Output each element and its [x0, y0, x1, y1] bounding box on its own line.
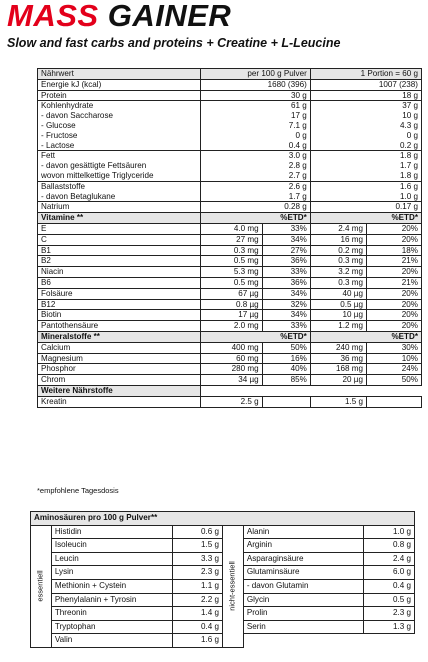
value-per100: 17 g — [200, 111, 310, 121]
amino-value: 1.5 g — [172, 539, 222, 553]
amino-value: 1.0 g — [364, 525, 415, 539]
etd-per100: 34% — [262, 234, 310, 245]
value-portion: 4.3 g — [310, 121, 421, 131]
nutrient-label: Kreatin — [38, 396, 201, 407]
etd-portion: 21% — [366, 256, 421, 267]
nutrient-label: - davon Saccharose — [38, 111, 201, 121]
table-row — [38, 90, 422, 101]
amino-label: Glutaminsäure — [243, 566, 364, 580]
value-per100: 0.4 g — [200, 141, 310, 151]
col-per100-header: per 100 g Pulver — [200, 69, 310, 80]
value-per100: 7.1 g — [200, 121, 310, 131]
etd-per100: 16% — [262, 353, 310, 364]
table-row — [38, 171, 422, 181]
value-portion: 1.8 g — [310, 151, 421, 161]
amino-value: 1.4 g — [172, 607, 222, 621]
amino-value: 0.5 g — [364, 593, 415, 607]
table-row — [38, 364, 422, 375]
nutrient-label: Protein — [38, 90, 201, 101]
value-portion: 1.7 g — [310, 161, 421, 171]
table-row — [38, 396, 422, 407]
value-portion: 1.0 g — [310, 192, 421, 202]
amino-header-row — [31, 512, 415, 526]
amino-label: Phenylalanin + Tyrosin — [51, 593, 172, 607]
etd-portion: 10% — [366, 353, 421, 364]
nutrient-label: B1 — [38, 245, 201, 256]
etd-portion: 30% — [366, 342, 421, 353]
etd-header: %ETD* — [200, 331, 310, 342]
value-per100: 30 g — [200, 90, 310, 101]
etd-portion: 20% — [366, 299, 421, 310]
amino-value: 2.4 g — [364, 552, 415, 566]
etd-per100: 40% — [262, 364, 310, 375]
value-per100: 1.7 g — [200, 192, 310, 202]
value-per100: 0.8 µg — [200, 299, 262, 310]
table-row — [38, 353, 422, 364]
value-per100: 0.3 mg — [200, 245, 262, 256]
amino-label: Tryptophan — [51, 620, 172, 634]
amino-value: 2.3 g — [364, 607, 415, 621]
amino-label: Leucin — [51, 552, 172, 566]
value-portion: 1.5 g — [310, 396, 366, 407]
etd-portion: 20% — [366, 288, 421, 299]
value-per100: 2.6 g — [200, 181, 310, 191]
etd-header: %ETD* — [200, 213, 310, 224]
section-header: Weitere Nährstoffe — [38, 385, 201, 396]
value-per100: 0 g — [200, 131, 310, 141]
empty-cell — [262, 396, 310, 407]
value-portion: 0.5 µg — [310, 299, 366, 310]
value-per100: 34 µg — [200, 375, 262, 386]
amino-header: Aminosäuren pro 100 g Pulver** — [31, 512, 415, 526]
section-header: Vitamine ** — [38, 213, 201, 224]
amino-value: 2.2 g — [172, 593, 222, 607]
etd-header: %ETD* — [310, 213, 421, 224]
amino-label: Methionin + Cystein — [51, 579, 172, 593]
nutrient-label: B2 — [38, 256, 201, 267]
etd-portion: 18% — [366, 245, 421, 256]
etd-portion: 21% — [366, 277, 421, 288]
nonessential-label: nicht-essentiell — [227, 561, 237, 612]
table-row — [38, 267, 422, 278]
table-row — [38, 256, 422, 267]
value-portion: 2.4 mg — [310, 223, 366, 234]
table-row — [38, 181, 422, 191]
value-portion: 40 µg — [310, 288, 366, 299]
amino-label: Arginin — [243, 539, 364, 553]
amino-label: Histidin — [51, 525, 172, 539]
value-per100: 27 mg — [200, 234, 262, 245]
table-row — [38, 161, 422, 171]
value-per100: 5.3 mg — [200, 267, 262, 278]
etd-per100: 33% — [262, 321, 310, 332]
table-row — [38, 192, 422, 202]
essential-label: essentiell — [35, 570, 45, 602]
nutrient-label: Magnesium — [38, 353, 201, 364]
value-per100: 400 mg — [200, 342, 262, 353]
nutrient-label: - Glucose — [38, 121, 201, 131]
value-per100: 0.5 mg — [200, 277, 262, 288]
etd-portion: 20% — [366, 267, 421, 278]
etd-portion: 20% — [366, 223, 421, 234]
amino-label: Isoleucin — [51, 539, 172, 553]
col-name-header: Nährwert — [38, 69, 201, 80]
value-portion: 1.2 mg — [310, 321, 366, 332]
amino-value: 1.3 g — [364, 620, 415, 634]
empty-cell — [243, 634, 414, 648]
table-row — [38, 151, 422, 161]
value-portion: 18 g — [310, 90, 421, 101]
table-row — [38, 234, 422, 245]
value-per100: 0.5 mg — [200, 256, 262, 267]
amino-value: 0.8 g — [364, 539, 415, 553]
amino-label: - davon Glutamin — [243, 579, 364, 593]
nutrient-label: Chrom — [38, 375, 201, 386]
col-portion-header: 1 Portion = 60 g — [310, 69, 421, 80]
etd-header: %ETD* — [310, 331, 421, 342]
amino-label: Threonin — [51, 607, 172, 621]
amino-value: 2.3 g — [172, 566, 222, 580]
value-portion: 20 µg — [310, 375, 366, 386]
nutrient-label: Energie kJ (kcal) — [38, 79, 201, 90]
value-portion: 10 g — [310, 111, 421, 121]
empty-cell — [366, 396, 421, 407]
value-per100: 2.5 g — [200, 396, 262, 407]
nutrient-label: Phosphor — [38, 364, 201, 375]
table-row — [38, 277, 422, 288]
value-per100: 61 g — [200, 101, 310, 111]
value-portion: 1.6 g — [310, 181, 421, 191]
amino-label: Glycin — [243, 593, 364, 607]
table-row — [38, 299, 422, 310]
table-row — [38, 111, 422, 121]
table-row — [38, 79, 422, 90]
product-title — [7, 0, 231, 33]
amino-value: 0.6 g — [172, 525, 222, 539]
table-header-row — [38, 69, 422, 80]
etd-portion: 24% — [366, 364, 421, 375]
nutrient-label: Kohlenhydrate — [38, 101, 201, 111]
value-per100: 2.0 mg — [200, 321, 262, 332]
value-per100: 280 mg — [200, 364, 262, 375]
amino-label: Prolin — [243, 607, 364, 621]
etd-portion: 20% — [366, 321, 421, 332]
value-portion: 168 mg — [310, 364, 366, 375]
etd-portion: 50% — [366, 375, 421, 386]
table-row — [38, 131, 422, 141]
amino-value: 0.4 g — [364, 579, 415, 593]
table-row — [38, 141, 422, 151]
nutrient-label: - davon gesättigte Fettsäuren — [38, 161, 201, 171]
value-portion: 240 mg — [310, 342, 366, 353]
value-portion: 0.17 g — [310, 202, 421, 213]
value-portion: 0.2 mg — [310, 245, 366, 256]
table-row — [38, 375, 422, 386]
section-header-row — [38, 385, 422, 396]
nutrient-label: Natrium — [38, 202, 201, 213]
amino-label: Lysin — [51, 566, 172, 580]
table-row — [38, 121, 422, 131]
value-portion: 0.2 g — [310, 141, 421, 151]
value-per100: 60 mg — [200, 353, 262, 364]
value-per100: 4.0 mg — [200, 223, 262, 234]
nutrition-table — [37, 68, 422, 408]
nutrient-label: Pantothensäure — [38, 321, 201, 332]
product-subtitle: Slow and fast carbs and proteins + Creatine + L-Leucine — [7, 36, 341, 50]
footnote: *empfohlene Tagesdosis — [37, 486, 119, 495]
amino-value: 1.6 g — [172, 634, 222, 648]
amino-value: 0.4 g — [172, 620, 222, 634]
nutrient-label: Calcium — [38, 342, 201, 353]
etd-portion: 20% — [366, 234, 421, 245]
value-portion: 0 g — [310, 131, 421, 141]
title-gainer: GAINER — [107, 0, 232, 33]
value-portion: 0.3 mg — [310, 277, 366, 288]
value-per100: 67 µg — [200, 288, 262, 299]
amino-acid-table — [30, 511, 415, 648]
table-row — [38, 101, 422, 111]
amino-value: 3.3 g — [172, 552, 222, 566]
etd-per100: 34% — [262, 310, 310, 321]
nutrient-label: B12 — [38, 299, 201, 310]
value-portion: 3.2 mg — [310, 267, 366, 278]
value-per100: 2.8 g — [200, 161, 310, 171]
nutrient-label: wovon mittelkettige Triglyceride — [38, 171, 201, 181]
value-per100: 17 µg — [200, 310, 262, 321]
value-portion: 0.3 mg — [310, 256, 366, 267]
etd-per100: 32% — [262, 299, 310, 310]
nutrient-label: E — [38, 223, 201, 234]
value-portion: 10 µg — [310, 310, 366, 321]
value-portion: 37 g — [310, 101, 421, 111]
amino-label: Asparaginsäure — [243, 552, 364, 566]
nutrient-label: Ballaststoffe — [38, 181, 201, 191]
nutrient-label: Fett — [38, 151, 201, 161]
essential-side-label — [31, 525, 52, 647]
amino-label: Serin — [243, 620, 364, 634]
etd-per100: 50% — [262, 342, 310, 353]
table-row — [38, 310, 422, 321]
etd-per100: 34% — [262, 288, 310, 299]
table-row — [38, 342, 422, 353]
nutrient-label: - Fructose — [38, 131, 201, 141]
etd-per100: 27% — [262, 245, 310, 256]
etd-per100: 33% — [262, 223, 310, 234]
nutrient-label: - Lactose — [38, 141, 201, 151]
table-row — [38, 288, 422, 299]
value-portion: 1007 (238) — [310, 79, 421, 90]
table-row — [38, 202, 422, 213]
section-header-row — [38, 331, 422, 342]
value-portion: 16 mg — [310, 234, 366, 245]
nutrient-label: B6 — [38, 277, 201, 288]
value-portion: 1.8 g — [310, 171, 421, 181]
value-per100: 3.0 g — [200, 151, 310, 161]
etd-per100: 36% — [262, 256, 310, 267]
title-mass: MASS — [7, 0, 99, 33]
amino-row — [31, 525, 415, 539]
table-row — [38, 223, 422, 234]
etd-per100: 85% — [262, 375, 310, 386]
etd-per100: 33% — [262, 267, 310, 278]
nutrient-label: Folsäure — [38, 288, 201, 299]
nutrient-label: Biotin — [38, 310, 201, 321]
section-header: Mineralstoffe ** — [38, 331, 201, 342]
amino-label: Valin — [51, 634, 172, 648]
amino-value: 1.1 g — [172, 579, 222, 593]
value-per100: 0.28 g — [200, 202, 310, 213]
nutrient-label: C — [38, 234, 201, 245]
value-per100: 2.7 g — [200, 171, 310, 181]
value-portion: 36 mg — [310, 353, 366, 364]
table-row — [38, 321, 422, 332]
section-header-row — [38, 213, 422, 224]
nonessential-side-label — [222, 525, 243, 647]
value-per100: 1680 (396) — [200, 79, 310, 90]
nutrient-label: Niacin — [38, 267, 201, 278]
empty-cell — [200, 385, 421, 396]
etd-per100: 36% — [262, 277, 310, 288]
etd-portion: 20% — [366, 310, 421, 321]
nutrient-label: - davon Betaglukane — [38, 192, 201, 202]
amino-label: Alanin — [243, 525, 364, 539]
amino-value: 6.0 g — [364, 566, 415, 580]
table-row — [38, 245, 422, 256]
